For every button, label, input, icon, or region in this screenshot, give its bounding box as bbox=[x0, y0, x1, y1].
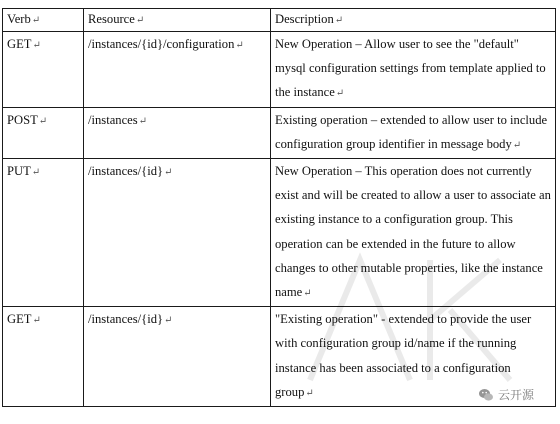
paragraph-mark: ↵ bbox=[334, 15, 344, 26]
cell-resource: /instances↵ bbox=[84, 107, 271, 158]
watermark-text: 云开源 bbox=[498, 388, 535, 402]
cell-verb: POST↵ bbox=[3, 107, 84, 158]
cell-resource: /instances/{id}/configuration↵ bbox=[84, 32, 271, 108]
cell-description: "Existing operation" - extended to provide the user with configuration group id/name if the running instance has been associated to a configuration group↵ bbox=[271, 307, 556, 407]
cell-description: New Operation – This operation does not currently exist and will be created to allow a user to associate an existing instance to a configuration group. This operation can be extended in the future to allow changes to other mutable properties, like the instance name↵ bbox=[271, 159, 556, 307]
table-row bbox=[3, 159, 556, 307]
header-description: Description↵ bbox=[271, 9, 556, 32]
cell-verb: PUT↵ bbox=[3, 159, 84, 307]
header-verb: Verb↵ bbox=[3, 9, 84, 32]
cell-resource: /instances/{id}↵ bbox=[84, 307, 271, 407]
table-header-row bbox=[3, 9, 556, 32]
cell-resource: /instances/{id}↵ bbox=[84, 159, 271, 307]
table-row bbox=[3, 307, 556, 407]
paragraph-mark: ↵ bbox=[135, 15, 145, 26]
cell-verb: GET↵ bbox=[3, 32, 84, 108]
paragraph-mark: ↵ bbox=[31, 15, 41, 26]
cell-description: New Operation – Allow user to see the "default" mysql configuration settings from template applied to the instance↵ bbox=[271, 32, 556, 108]
header-resource: Resource↵ bbox=[84, 9, 271, 32]
wechat-icon bbox=[478, 387, 494, 403]
table-row bbox=[3, 32, 556, 108]
cell-description: Existing operation – extended to allow user to include configuration group identifier in message body↵ bbox=[271, 107, 556, 158]
cell-verb: GET↵ bbox=[3, 307, 84, 407]
wechat-watermark bbox=[478, 386, 534, 403]
table-row bbox=[3, 107, 556, 158]
api-operations-table bbox=[2, 8, 556, 407]
